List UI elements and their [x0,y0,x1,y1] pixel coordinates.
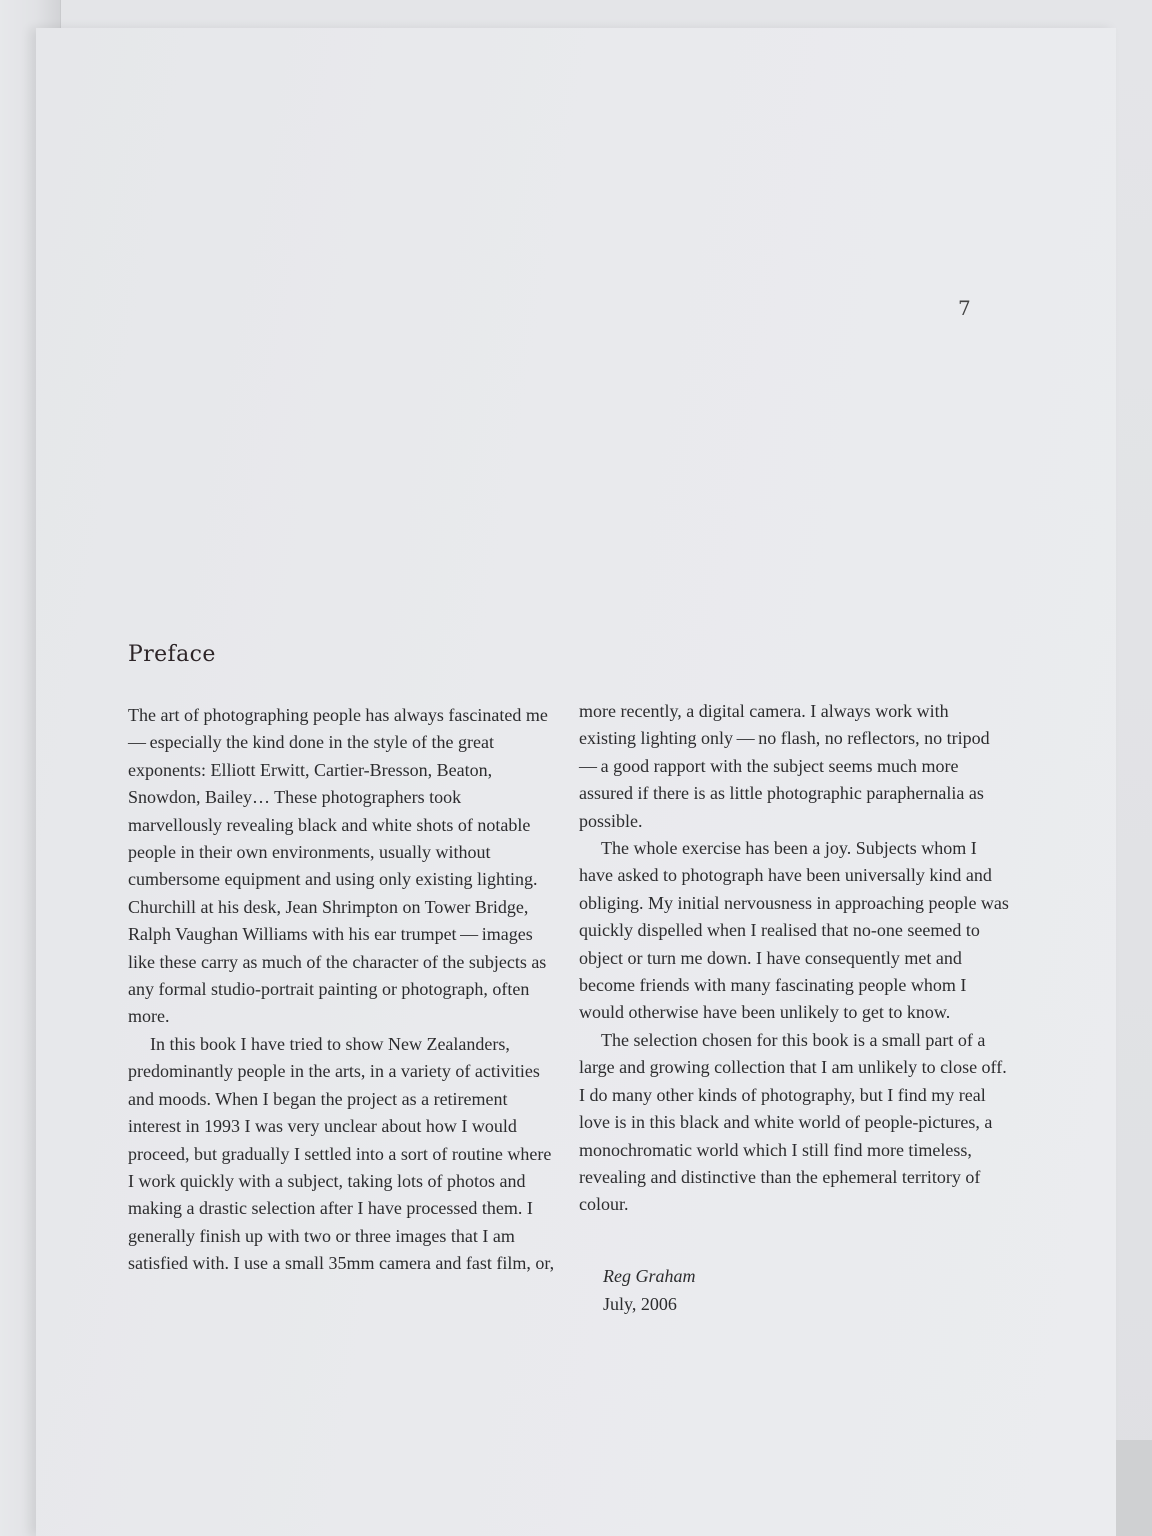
paragraph: The art of photographing people has always fascinated me — especially the kind done in the style of the great exponents: Elliott Erwitt, Cartier-Bresson, Beaton, Snowdon, Bailey… These photographers took marvellously revealing black and white shots of notable people in their own environments, usually without cumbersome equipment and using only existing lighting. Churchill at his desk, Jean Shrimpton on Tower Bridge, Ralph Vaughan Williams with his ear trumpet — images like these carry as much of the character of the subjects as any formal studio-portrait painting or photograph, often more. [128,705,552,1027]
signature-block [603,1262,696,1318]
right-column [579,698,1009,1219]
paragraph: The selection chosen for this book is a small part of a large and growing collection that I am unlikely to close off. I do many other kinds of photography, but I find my real love is in this black and white world of people-pictures, a monochromatic world which I still find more timeless, revealing and distinctive than the ephemeral territory of colour. [579,1029,1007,1215]
page-number: 7 [958,296,971,320]
signature-date: July, 2006 [603,1294,677,1314]
paragraph: more recently, a digital camera. I always work with existing lighting only — no flash, no reflectors, no tripod — a good rapport with the subject seems much more assured if there is as little photographic paraphernalia as possible. [579,701,994,831]
page-heading: Preface [128,642,216,667]
author-name: Reg Graham [603,1266,696,1286]
table-surface [1116,1440,1152,1536]
paragraph: In this book I have tried to show New Zealanders, predominantly people in the arts, in a variety of activities and moods. When I began the project as a retirement interest in 1993 I was very unclear about how I would proceed, but gradually I settled into a sort of routine where I work quickly with a subject, taking lots of photos and making a drastic selection after I have processed them. I generally finish up with two or three images that I am satisfied with. I use a small 35mm camera and fast film, or, [128,1033,555,1274]
paragraph: The whole exercise has been a joy. Subjects whom I have asked to photograph have been universally kind and obliging. My initial nervousness in approaching people was quickly dispelled when I realised that no-one seemed to object or turn me down. I have consequently met and become friends with many fascinating people whom I would otherwise have been unlikely to get to know. [579,838,1009,1023]
book-page [36,28,1116,1536]
left-column [128,702,558,1278]
